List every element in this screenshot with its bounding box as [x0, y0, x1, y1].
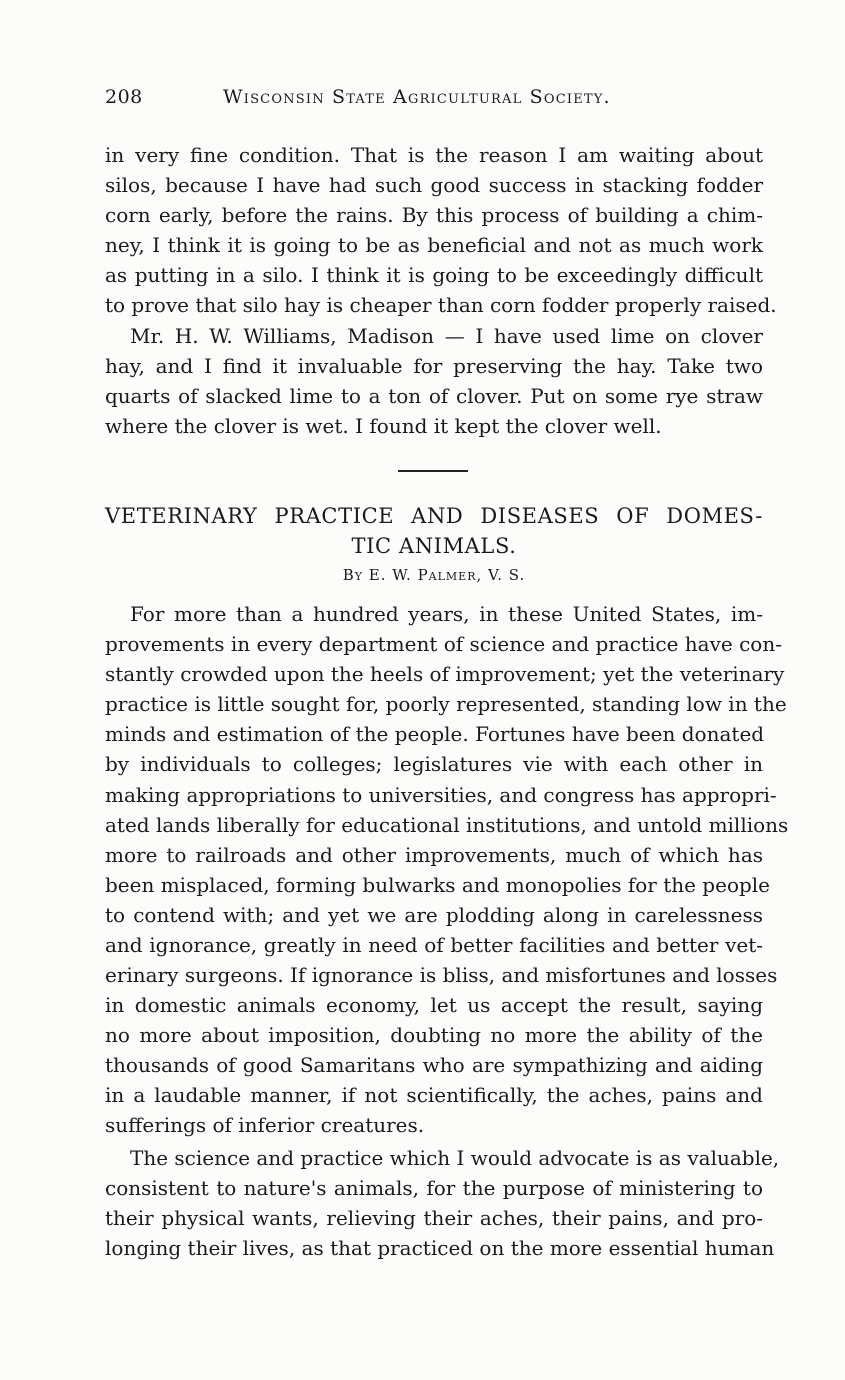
- text-line: in a laudable manner, if not scientifically, the aches, pains and: [105, 1083, 763, 1107]
- article-byline: By E. W. Palmer, V. S.: [342, 566, 526, 584]
- text-line: For more than a hundred years, in these United States, im-: [130, 602, 763, 626]
- text-line: no more about imposition, doubting no more the ability of the: [105, 1023, 763, 1047]
- text-line: quarts of slacked lime to a ton of clover. Put on some rye straw: [105, 384, 763, 408]
- text-line: and ignorance, greatly in need of better facilities and better vet-: [105, 933, 763, 957]
- section-divider: [398, 470, 468, 472]
- text-line: making appropriations to universities, and congress has appropri-: [105, 783, 777, 807]
- page-header: [105, 86, 765, 112]
- text-line: stantly crowded upon the heels of improvement; yet the veterinary: [105, 662, 785, 686]
- text-line: been misplaced, forming bulwarks and monopolies for the people: [105, 873, 771, 897]
- text-line: thousands of good Samaritans who are sympathizing and aiding: [105, 1053, 763, 1077]
- text-line: erinary surgeons. If ignorance is bliss, and misfortunes and losses: [105, 963, 778, 987]
- text-line: minds and estimation of the people. Fortunes have been donated: [105, 722, 765, 746]
- text-line: consistent to nature's animals, for the purpose of ministering to: [105, 1176, 763, 1200]
- article-title-line-1: VETERINARY PRACTICE AND DISEASES OF DOMES-: [105, 504, 763, 528]
- text-line: as putting in a silo. I think it is going to be exceedingly difficult: [105, 263, 763, 287]
- text-line: their physical wants, relieving their aches, their pains, and pro-: [105, 1206, 763, 1230]
- text-line: where the clover is wet. I found it kept the clover well.: [105, 414, 662, 438]
- text-line: provements in every department of science and practice have con-: [105, 632, 782, 656]
- text-line: ated lands liberally for educational institutions, and untold millions: [105, 813, 789, 837]
- text-line: longing their lives, as that practiced on the more essential human: [105, 1236, 775, 1260]
- text-line: more to railroads and other improvements, much of which has: [105, 843, 763, 867]
- article-title-line-2: TIC ANIMALS.: [351, 534, 517, 558]
- text-line: to prove that silo hay is cheaper than corn fodder properly raised.: [105, 293, 777, 317]
- text-line: practice is little sought for, poorly represented, standing low in the: [105, 692, 787, 716]
- text-line: The science and practice which I would advocate is as valuable,: [130, 1146, 780, 1170]
- text-line: Mr. H. W. Williams, Madison — I have used lime on clover: [130, 324, 763, 348]
- text-line: in domestic animals economy, let us accept the result, saying: [105, 993, 763, 1017]
- text-line: ney, I think it is going to be as beneficial and not as much work: [105, 233, 763, 257]
- text-line: in very fine condition. That is the reason I am waiting about: [105, 143, 763, 167]
- text-line: by individuals to colleges; legislatures vie with each other in: [105, 752, 763, 776]
- text-line: hay, and I find it invaluable for preserving the hay. Take two: [105, 354, 763, 378]
- text-line: silos, because I have had such good success in stacking fodder: [105, 173, 763, 197]
- text-line: sufferings of inferior creatures.: [105, 1113, 425, 1137]
- page-number: 208: [105, 86, 143, 108]
- text-line: to contend with; and yet we are plodding along in carelessness: [105, 903, 763, 927]
- text-line: corn early, before the rains. By this process of building a chim-: [105, 203, 763, 227]
- running-head: Wisconsin State Agricultural Society.: [223, 86, 611, 108]
